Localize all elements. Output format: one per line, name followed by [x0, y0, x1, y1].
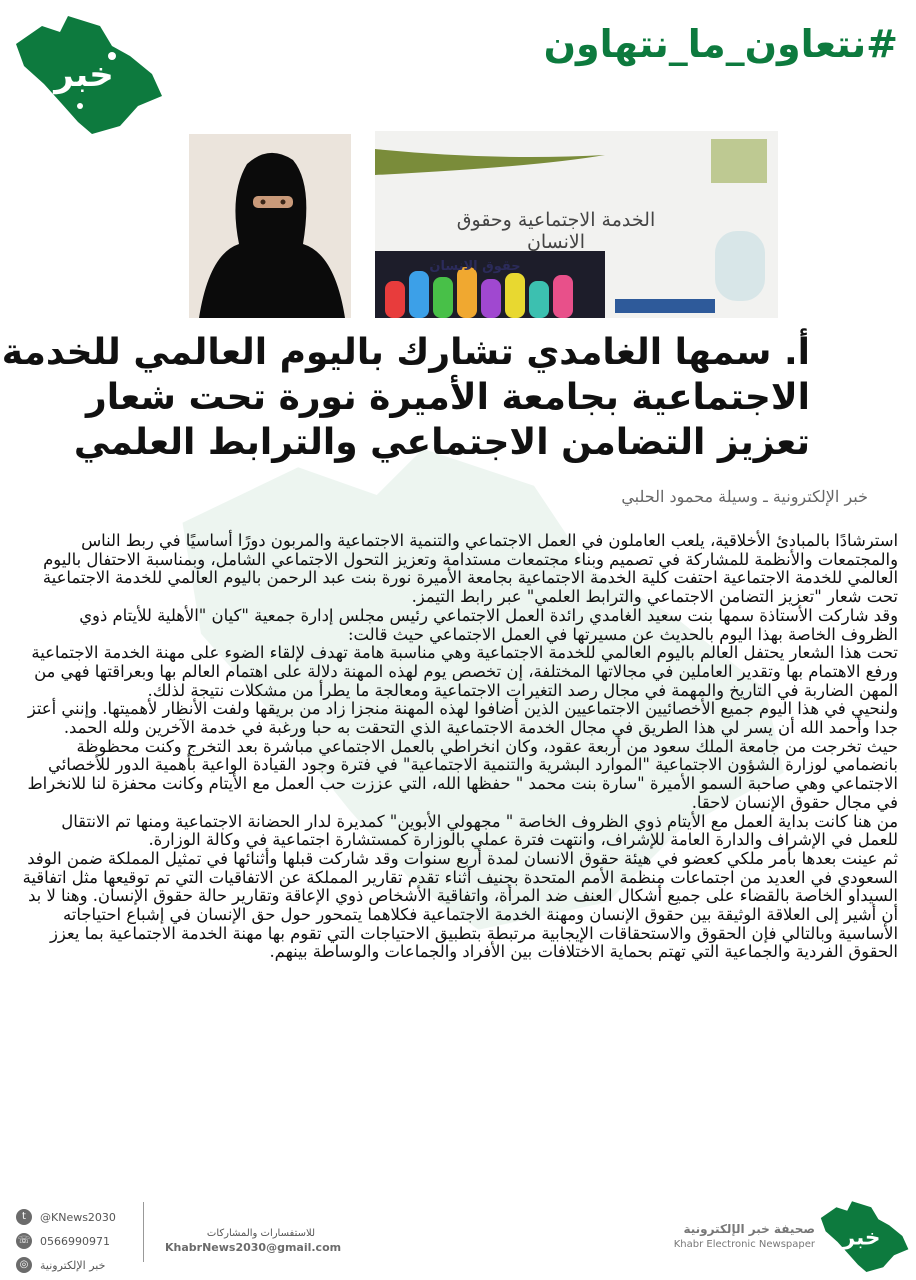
banner-subtitle: حقوق الانسان: [429, 259, 521, 274]
hashtag: #نتعاون_ما_نتهاون: [543, 22, 898, 66]
footer-inquiries: [165, 1228, 342, 1254]
contact-instagram[interactable]: [16, 1253, 146, 1277]
instagram-icon: ◎: [16, 1257, 32, 1273]
inquiries-label: للاستفسارات والمشاركات: [206, 1228, 315, 1239]
logo-text: خبر: [842, 1225, 881, 1251]
article-body: [18, 532, 898, 962]
article-paragraph: حيث تخرجت من جامعة الملك سعود من أربعة عقود، وكان انخراطي بالعمل الاجتماعي مباشرة بعد التخرج وكنت محظوظة بانضمامي لوزارة الشؤون الاجتماعية "الموارد البشرية والتنمية الاجتماعية" في فترة وجود القيادة الواعية بأهمية الدور للأخصائي الاجتماعي وهي صاحبة السمو الأميرة "سارة بنت محمد " حفظها الله، التي عززت حب العمل مع الأيتام وكانت محفزة لنا للانخراط في مجال حقوق الإنسان لاحقا.: [27, 736, 898, 812]
paper-name: [640, 1222, 815, 1250]
article-paragraph: وقد شاركت الأستاذة سمها بنت سعيد الغامدي رائدة العمل الاجتماعي رئيس مجلس إدارة جمعية "كيان "الأهلية للأيتام ذوي الظروف الخاصة بهذا اليوم بالحديث عن مسيرتها في العمل الاجتماعي حيث قالت:: [79, 605, 898, 644]
headline-line: تعزيز التضامن الاجتماعي والترابط العلمي: [73, 422, 810, 463]
headline-line: الاجتماعية بجامعة الأميرة نورة تحت شعار: [85, 377, 810, 418]
contact-text: خبر الإلكترونية: [40, 1258, 106, 1272]
saudi-map-icon: [816, 1196, 912, 1276]
contact-text: 0566990971: [40, 1234, 110, 1248]
contact-whatsapp[interactable]: [16, 1229, 146, 1253]
article-paragraph: من هنا كانت بداية العمل مع الأيتام ذوي الظروف الخاصة " مجهولي الأبوين" كمديرة لدار الحضانة الاجتماعية ومنها تم الانتقال للعمل في الإشراف والدارة العامة للإشراف، وانتهت فترة عملي بالوزارة كمستشارة اجتماعية في وكالة الوزارة.: [61, 811, 898, 850]
portrait-photo: [189, 134, 351, 318]
article-paragraph: ثم عينت بعدها بأمر ملكي كعضو في هيئة حقوق الانسان لمدة أربع سنوات وقد شاركت قبلها وأثنائها في تمثيل المملكة ضمن الوفد السعودي في العديد من اجتماعات منظمة الأمم المتحدة بجنيف أثناء تقدم تقارير المملكة عن الاتفاقيات التي تم توقيعها مثل اتفاقية السيداو الخاصة بالقضاء على جميع أشكال العنف ضد المرأة، واتفاقية الأشخاص ذوي الإعاقة وتقارير حالة حقوق الإنسان. وهنا لا بد أن أشير إلى العلاقة الوثيقة بين حقوق الإنسان ومهنة الخدمة الاجتماعية فكلاهما يتمحور حول حق الإنسان في إشباع احتياجاته الأساسية وبالتالي فإن الحقوق والاستحقاقات الإيجابية مرتبطة بتطبيق الاحتياجات التي تقوم بها مهنة الخدمة الاجتماعية بما يعزز الحقوق الفردية والجماعية التي تهتم بحماية الاختلافات بين الأفراد والجماعات والوساطة بينهم.: [22, 848, 898, 962]
article-headline: [1, 330, 810, 465]
banner-title: الخدمة الاجتماعية وحقوق الانسان: [456, 209, 656, 253]
email-link[interactable]: KhabrNews2030@gmail.com: [165, 1241, 342, 1254]
paper-name-ar: صحيفة خبر الإلكترونية: [683, 1222, 815, 1236]
event-banner-photo: [375, 131, 778, 318]
headline-line: أ. سمها الغامدي تشارك باليوم العالمي للخدمة: [1, 332, 810, 373]
whatsapp-icon: ☏: [16, 1233, 32, 1249]
article-paragraph: ولنحيي في هذا اليوم جميع الأخصائيين الاجتماعيين الذين أضافوا لهذه المهنة منجزا زاد من بريقها ولفت الأنظار لأهميتها. وإنني أعتز جدا وأحمد الله أن يسر لي هذا الطريق في مجال الخدمة الاجتماعية الذي التحقت به حبا ورغبة في خدمة الآخرين ولله الحمد.: [27, 699, 898, 738]
article-paragraph: استرشادًا بالمبادئ الأخلاقية، يلعب العاملون في العمل الاجتماعي والتنمية الاجتماعية والمربون دورًا أساسيًا في ربط الناس والمجتمعات والأنظمة للمشاركة في تصميم وبناء مجتمعات مستدامة وتعزيز التحول الاجتماعي الشامل، وبمناسبة الاحتفال باليوم العالمي للخدمة الاجتماعية احتفت كلية الخدمة الاجتماعية بجامعة الأميرة نورة بنت عبد الرحمن باليوم العالمي للخدمة الاجتماعية تحت شعار "تعزيز التضامن الاجتماعي والترابط العلمي" عبر رابط التيمز.: [42, 531, 898, 607]
footer-contacts: [16, 1205, 146, 1277]
paper-name-en: Khabr Electronic Newspaper: [673, 1239, 815, 1250]
article-paragraph: تحت هذا الشعار يحتفل العالم باليوم العالمي للخدمة الاجتماعية وهي مناسبة هامة تهدف لإلقاء الضوء على مهنة الخدمة الاجتماعية ورفع الاهتمام بها وتقدير العاملين في مجالاتها المختلفة، إن تخصص يوم لهذه المهنة دلالة على اهتمام العالم بها وبعراقتها فهي من المهن الضاربة في التاريخ والمهمة في مجال رصد التغيرات الاجتماعية ومعالجة ما يطرأ من مشكلات نتيجة لذلك.: [31, 643, 898, 700]
saudi-map-icon: [8, 10, 168, 138]
footer-divider: [143, 1202, 144, 1262]
contact-text: @KNews2030: [40, 1210, 116, 1224]
twitter-icon: t: [16, 1209, 32, 1225]
contact-twitter[interactable]: [16, 1205, 146, 1229]
khabr-logo-footer: [816, 1196, 912, 1276]
khabr-logo: [8, 10, 168, 138]
logo-text: خبر: [54, 55, 114, 95]
article-byline: خبر الإلكترونية ـ وسيلة محمود الحلبي: [621, 487, 868, 506]
